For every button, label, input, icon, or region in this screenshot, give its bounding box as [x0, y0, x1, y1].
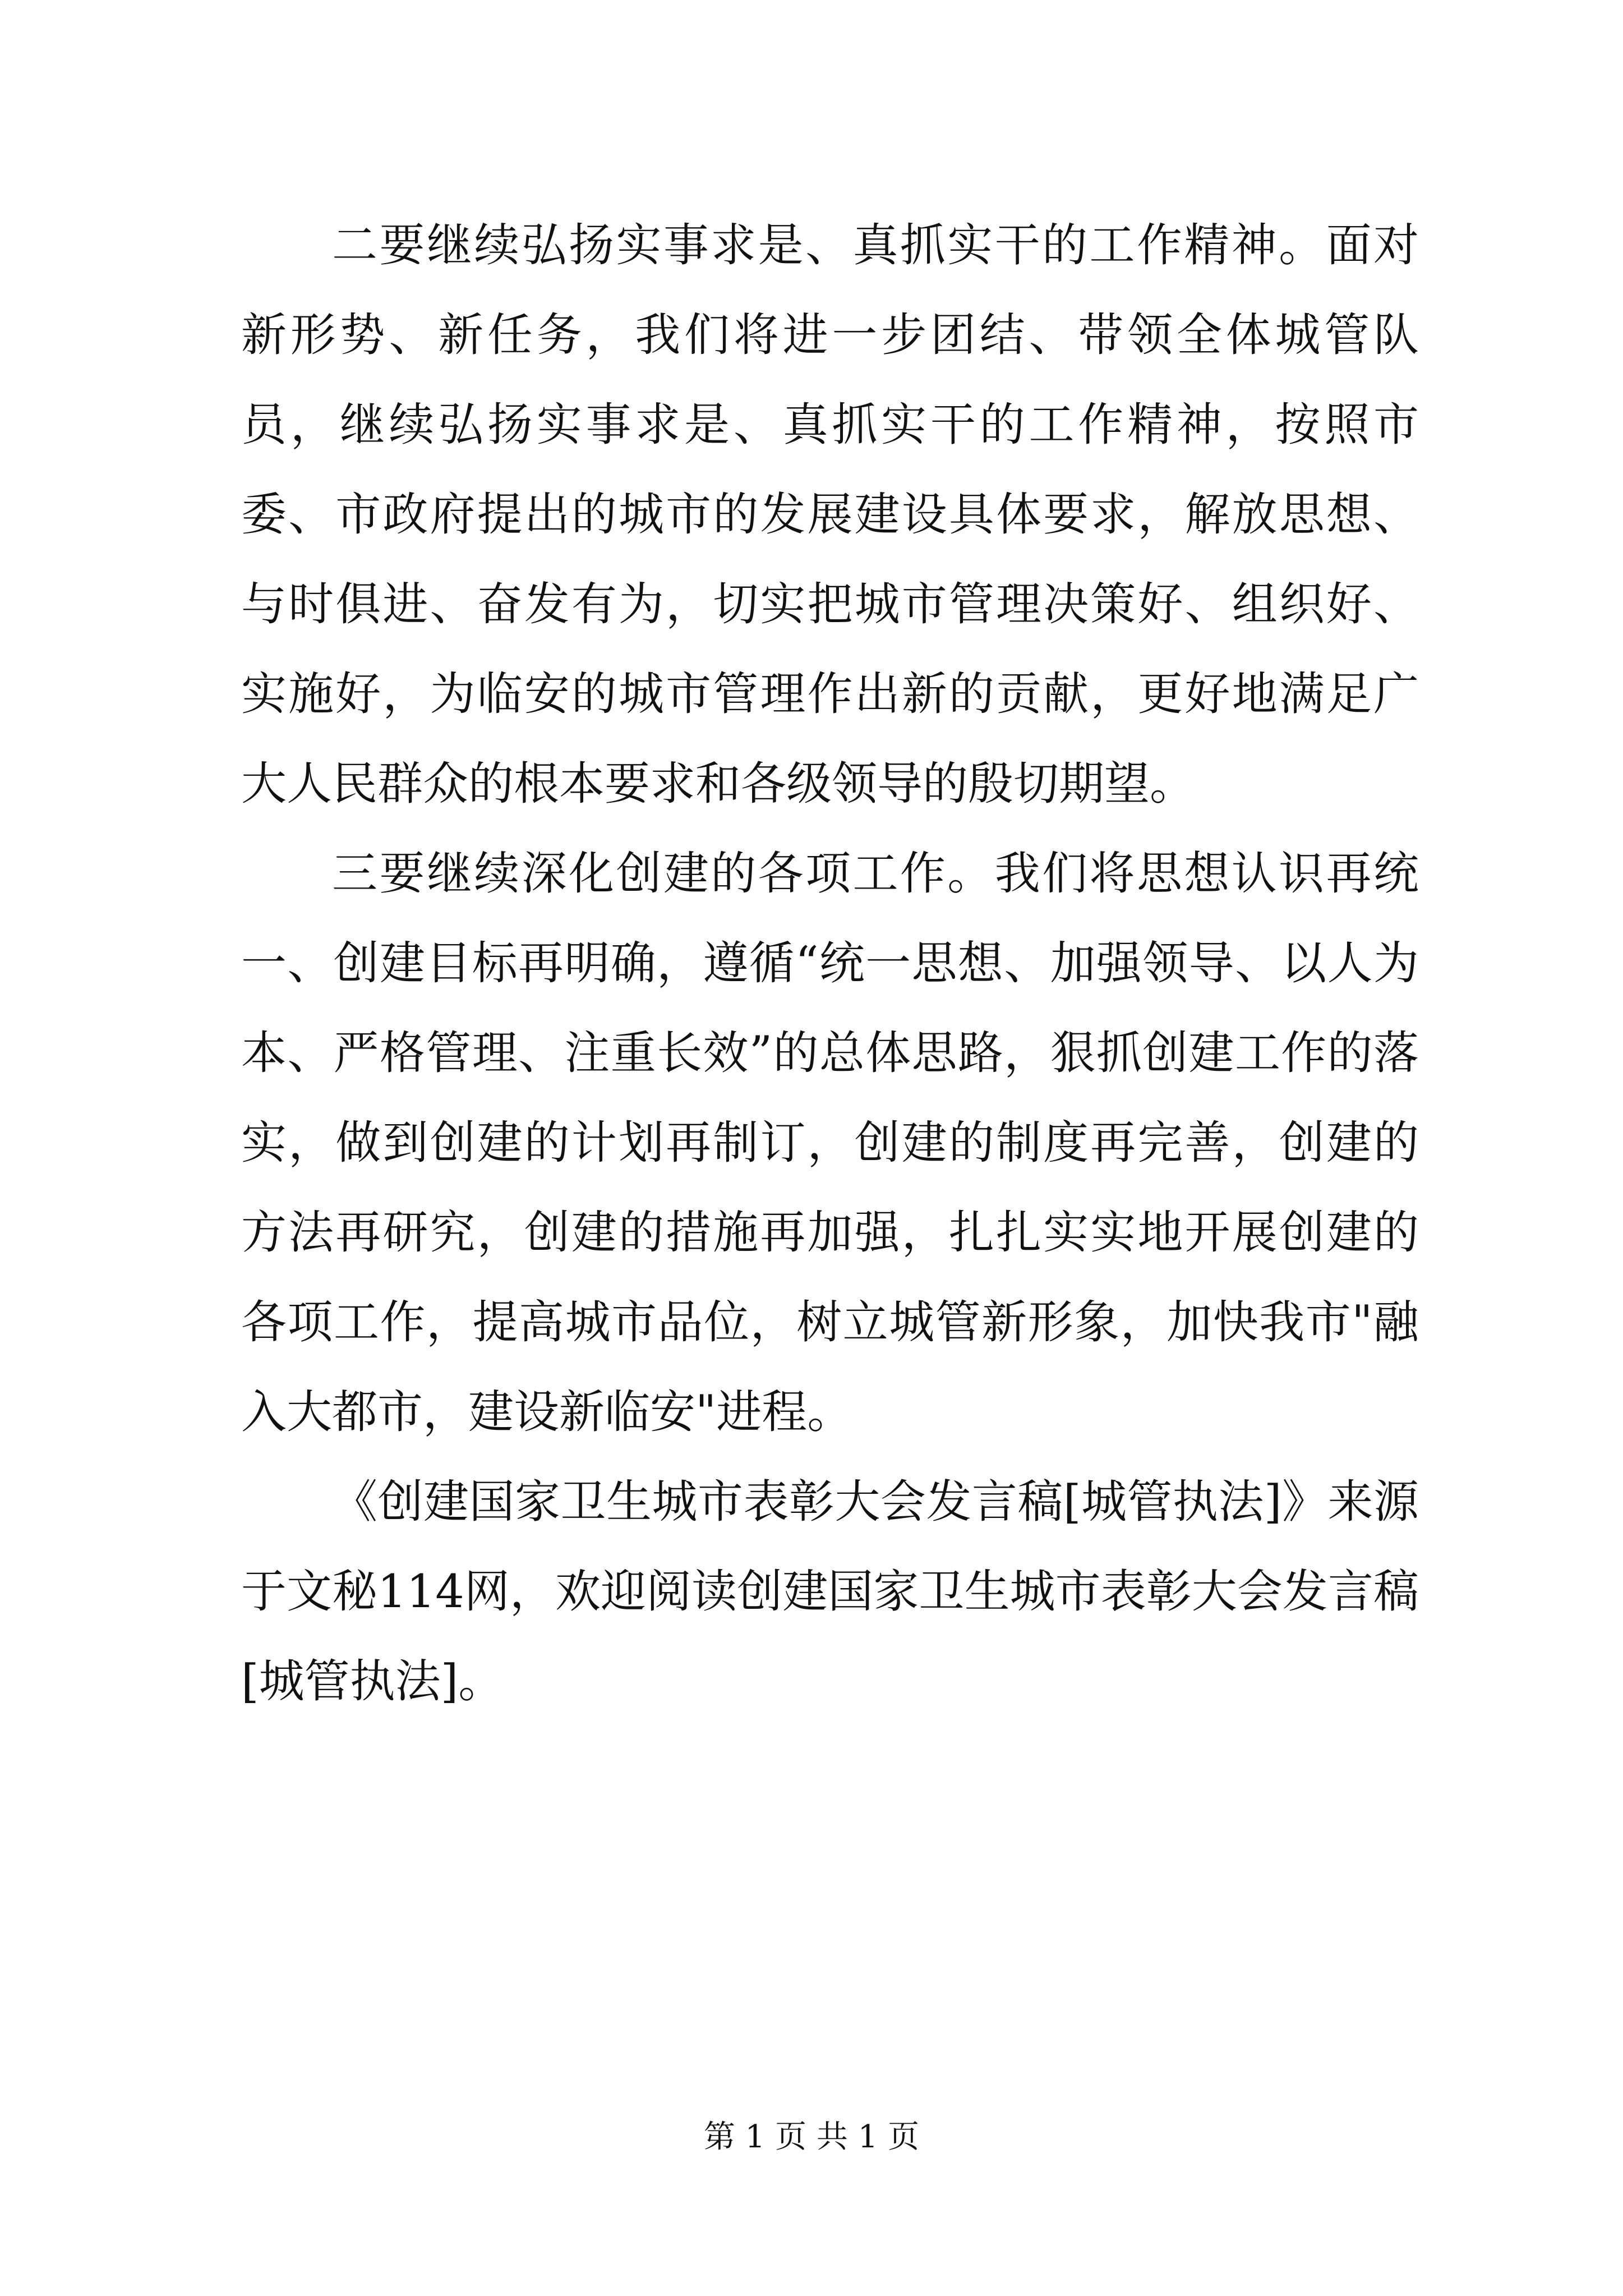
- document-body: [241, 201, 1419, 1727]
- page-number: 第 1 页 共 1 页: [703, 2119, 920, 2155]
- paragraph-2: 二要继续弘扬实事求是、真抓实干的工作精神。面对新形势、新任务，我们将进一步团结、带领全体城管队员，继续弘扬实事求是、真抓实干的工作精神，按照市委、市政府提出的城市的发展建设具体要求，解放思想、与时俱进、奋发有为，切实把城市管理决策好、组织好、实施好，为临安的城市管理作出新的贡献，更好地满足广大人民群众的根本要求和各级领导的殷切期望。: [241, 219, 1419, 811]
- source-note: 《创建国家卫生城市表彰大会发言稿[城管执法]》来源于文秘114网，欢迎阅读创建国家卫生城市表彰大会发言稿[城管执法]。: [241, 1476, 1419, 1708]
- paragraph-3: 三要继续深化创建的各项工作。我们将思想认识再统一、创建目标再明确，遵循“统一思想、加强领导、以人为本、严格管理、注重长效”的总体思路，狠抓创建工作的落实，做到创建的计划再制订，创建的制度再完善，创建的方法再研究，创建的措施再加强，扎扎实实地开展创建的各项工作，提高城市品位，树立城管新形象，加快我市"融入大都市，建设新临安"进程。: [241, 848, 1419, 1439]
